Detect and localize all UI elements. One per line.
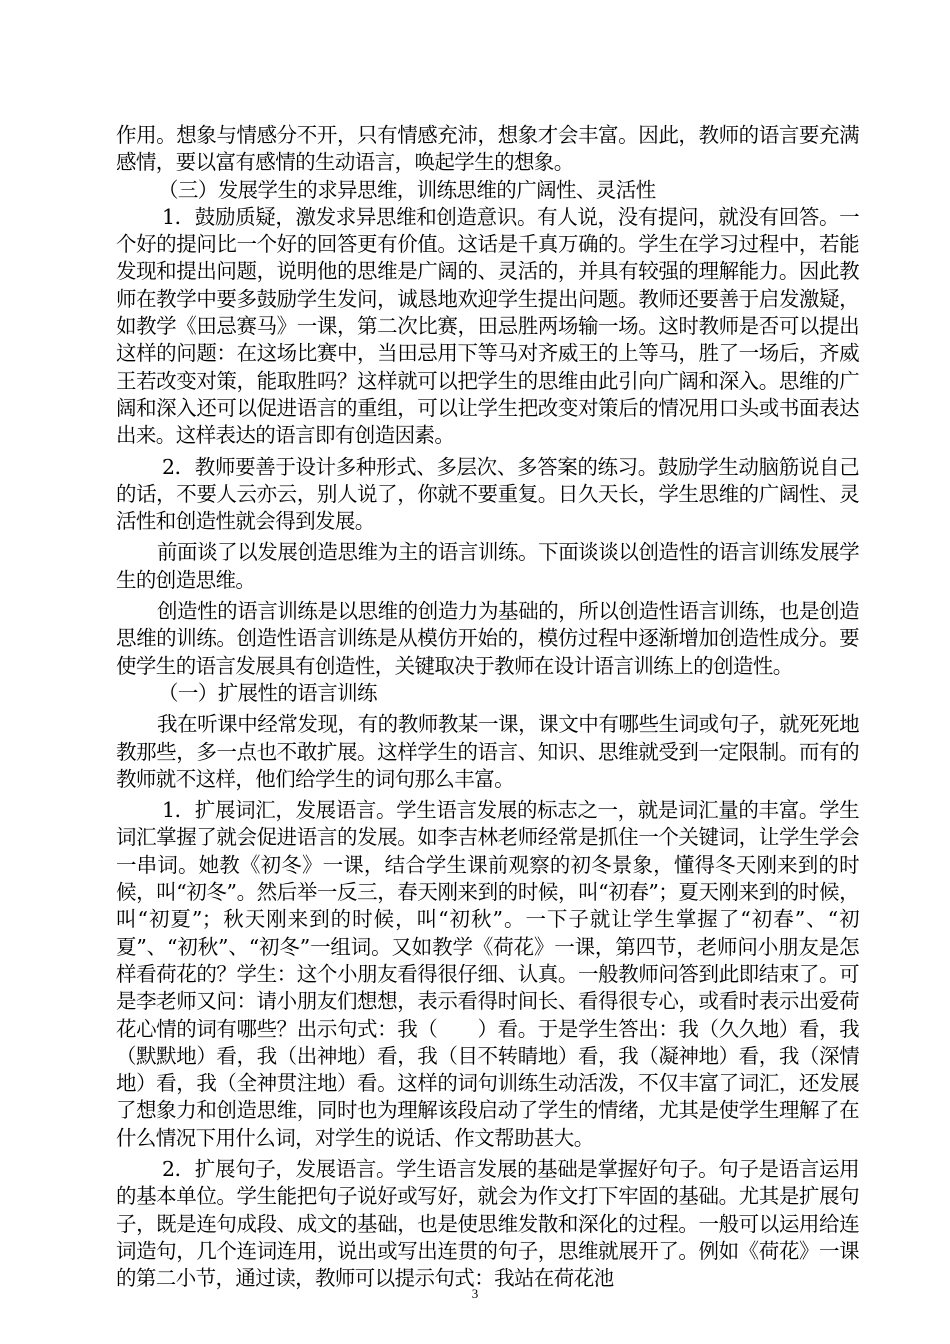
- page-body: [116, 122, 859, 1292]
- section-heading-3: （三）发展学生的求异思维，训练思维的广阔性、灵活性: [158, 177, 656, 202]
- paragraph-transition: 前面谈了以发展创造思维为主的语言训练。下面谈谈以创造性的语言训练发展学生的创造思维。: [116, 540, 859, 592]
- paragraph-creative-training: 创造性的语言训练是以思维的创造力为基础的，所以创造性语言训练，也是创造思维的训练。创造性语言训练是从模仿开始的，模仿过程中逐渐增加创造性成分。要使学生的语言发展具有创造性，关键取决于教师在设计语言训练上的创造性。: [116, 599, 859, 678]
- page-number: 3: [471, 1286, 479, 1301]
- paragraph-expand-sentences: 2．扩展句子，发展语言。学生语言发展的基础是掌握好句子。句子是语言运用的基本单位。学生能把句子说好或写好，就会为作文打下牢固的基础。尤其是扩展句子，既是连句成段、成文的基础，也是使思维发散和深化的过程。一般可以运用给连词造句，几个连词连用，说出或写出连贯的句子，思维就展开了。例如《荷花》一课的第二小节，通过读，教师可以提示句式：我站在荷花池: [116, 1156, 859, 1291]
- paragraph-observation: 我在听课中经常发现，有的教师教某一课，课文中有哪些生词或句子，就死死地教那些，多一点也不敢扩展。这样学生的语言、知识、思维就受到一定限制。而有的教师就不这样，他们给学生的词句那么丰富。: [116, 712, 859, 791]
- paragraph-encourage-questioning: 1．鼓励质疑，激发求异思维和创造意识。有人说，没有提问，就没有回答。一个好的提问比一个好的回答更有价值。这话是千真万确的。学生在学习过程中，若能发现和提出问题，说明他的思维是广阔的、灵活的，并具有较强的理解能力。因此教师在教学中要多鼓励学生发问，诚恳地欢迎学生提出问题。教师还要善于启发激疑，如教学《田忌赛马》一课，第二次比赛，田忌胜两场输一场。这时教师是否可以提出这样的问题：在这场比赛中，当田忌用下等马对齐威王的上等马，胜了一场后，齐威王若改变对策，能取胜吗？这样就可以把学生的思维由此引向广阔和深入。思维的广阔和深入还可以促进语言的重组，可以让学生把改变对策后的情况用口头或书面表达出来。这样表达的语言即有创造因素。: [116, 204, 859, 448]
- paragraph-continuation: 作用。想象与情感分不开，只有情感充沛，想象才会丰富。因此，教师的语言要充满感情，要以富有感情的生动语言，唤起学生的想象。: [116, 123, 859, 175]
- paragraph-expand-vocabulary: 1．扩展词汇，发展语言。学生语言发展的标志之一，就是词汇量的丰富。学生词汇掌握了就会促进语言的发展。如李吉林老师经常是抓住一个关键词，让学生学会一串词。她教《初冬》一课，结合学生课前观察的初冬景象，懂得冬天刚来到的时候，叫“初冬”。然后举一反三，春天刚来到的时候，叫“初春”；夏天刚来到的时候，叫“初夏”；秋天刚来到的时候，叫“初秋”。一下子就让学生掌握了“初春”、“初夏”、“初秋”、“初冬”一组词。又如教学《荷花》一课，第四节，老师问小朋友是怎样看荷花的？学生：这个小朋友看得很仔细、认真。一般教师问答到此即结束了。可是李老师又问：请小朋友们想想，表示看得时间长、看得很专心，或看时表示出爱荷花心情的词有哪些？出示句式：我（ ）看。于是学生答出：我（久久地）看，我（默默地）看，我（出神地）看，我（目不转睛地）看，我（凝神地）看，我（深情地）看，我（全神贯注地）看。这样的词句训练生动活泼，不仅丰富了词汇，还发展了想象力和创造思维，同时也为理解该段启动了学生的情绪，尤其是使学生理解了在什么情况下用什么词，对学生的说话、作文帮助甚大。: [116, 798, 859, 1150]
- section-heading-1: （一）扩展性的语言训练: [158, 680, 377, 705]
- paragraph-design-exercises: 2．教师要善于设计多种形式、多层次、多答案的练习。鼓励学生动脑筋说自己的话，不要人云亦云，别人说了，你就不要重复。日久天长，学生思维的广阔性、灵活性和创造性就会得到发展。: [116, 454, 859, 534]
